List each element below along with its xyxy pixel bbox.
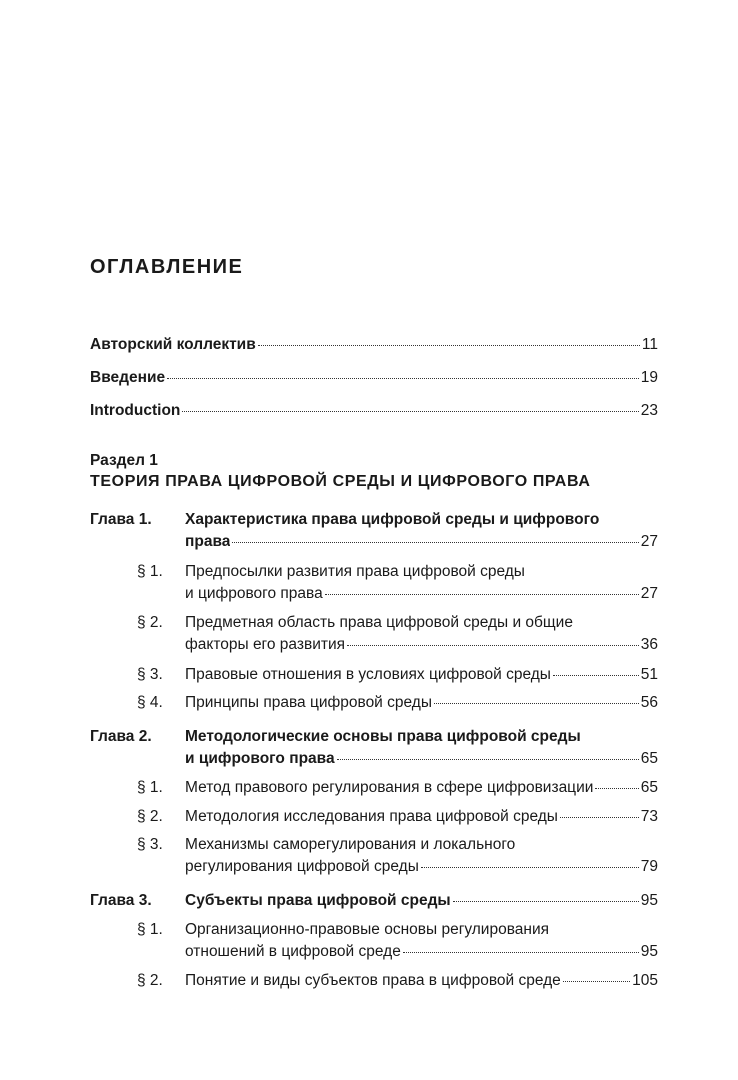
paragraph-title-line: Правовые отношения в условиях цифровой среды bbox=[185, 666, 551, 683]
paragraph-number: § 2. bbox=[137, 808, 163, 825]
leader-dots bbox=[421, 867, 639, 868]
leader-dots bbox=[337, 759, 639, 760]
leader-dots bbox=[560, 817, 639, 818]
paragraph-number: § 3. bbox=[137, 666, 163, 683]
toc-entry-intro-ru[interactable] bbox=[90, 367, 658, 388]
leader-dots bbox=[553, 675, 639, 676]
leader-dots bbox=[403, 952, 639, 953]
toc-page-number: 19 bbox=[640, 369, 658, 386]
paragraph-title-line[interactable]: Организационно-правовые основы регулирования bbox=[185, 921, 550, 938]
paragraph-title-line[interactable]: Механизмы саморегулирования и локального bbox=[185, 836, 516, 853]
toc-page-number: 27 bbox=[640, 585, 658, 602]
leader-dots bbox=[232, 542, 638, 543]
paragraph-title-line[interactable]: Предпосылки развития права цифровой среды bbox=[185, 563, 525, 580]
paragraph-number: § 2. bbox=[137, 972, 163, 989]
toc-page-number: 51 bbox=[640, 666, 658, 683]
paragraph-title-line: факторы его развития bbox=[185, 636, 346, 653]
paragraph-entry[interactable] bbox=[185, 583, 658, 604]
leader-dots bbox=[182, 411, 638, 412]
leader-dots bbox=[595, 788, 638, 789]
paragraph-number: § 1. bbox=[137, 563, 163, 580]
leader-dots bbox=[258, 345, 640, 346]
paragraph-title-line: регулирования цифровой среды bbox=[185, 858, 419, 875]
paragraph-number: § 2. bbox=[137, 614, 163, 631]
chapter-number: Глава 1. bbox=[90, 511, 152, 528]
leader-dots bbox=[347, 645, 639, 646]
paragraph-title-line: Понятие и виды субъектов права в цифровой среде bbox=[185, 972, 561, 989]
leader-dots bbox=[325, 594, 639, 595]
leader-dots bbox=[453, 901, 639, 902]
paragraph-entry[interactable] bbox=[185, 692, 658, 713]
chapter-title-line[interactable]: Методологические основы права цифровой среды bbox=[185, 728, 581, 745]
leader-dots bbox=[167, 378, 639, 379]
paragraph-number: § 3. bbox=[137, 836, 163, 853]
leader-dots bbox=[434, 703, 639, 704]
toc-entry-intro-en[interactable] bbox=[90, 400, 658, 421]
chapter-title-line: и цифрового права bbox=[185, 750, 335, 767]
leader-dots bbox=[563, 981, 630, 982]
paragraph-title-line: Метод правового регулирования в сфере цифровизации bbox=[185, 779, 594, 796]
chapter-number: Глава 2. bbox=[90, 728, 152, 745]
toc-page-number: 36 bbox=[640, 636, 658, 653]
paragraph-title-line: Методология исследования права цифровой среды bbox=[185, 808, 558, 825]
chapter-entry-2[interactable] bbox=[185, 748, 658, 769]
paragraph-entry[interactable] bbox=[185, 856, 658, 877]
toc-entry-title: Введение bbox=[90, 369, 166, 386]
toc-entry-title: Авторский коллектив bbox=[90, 336, 256, 353]
toc-page-number: 65 bbox=[640, 779, 658, 796]
section-label: Раздел 1 bbox=[90, 452, 158, 469]
paragraph-title-line: отношений в цифровой среде bbox=[185, 943, 401, 960]
paragraph-entry[interactable] bbox=[185, 634, 658, 655]
toc-page-number: 105 bbox=[632, 972, 658, 989]
paragraph-title-line: и цифрового права bbox=[185, 585, 323, 602]
toc-page-number: 65 bbox=[640, 750, 658, 767]
paragraph-title-line[interactable]: Предметная область права цифровой среды и общие bbox=[185, 614, 573, 631]
paragraph-entry[interactable] bbox=[185, 806, 658, 827]
toc-page-number: 95 bbox=[640, 892, 658, 909]
paragraph-entry[interactable] bbox=[185, 970, 658, 991]
toc-page-number: 95 bbox=[640, 943, 658, 960]
paragraph-entry[interactable] bbox=[185, 664, 658, 685]
toc-page-number: 27 bbox=[640, 533, 658, 550]
toc-page-number: 79 bbox=[640, 858, 658, 875]
chapter-number: Глава 3. bbox=[90, 892, 152, 909]
paragraph-number: § 1. bbox=[137, 779, 163, 796]
page-title: ОГЛАВЛЕНИЕ bbox=[90, 256, 244, 278]
toc-page-number: 23 bbox=[640, 402, 658, 419]
toc-page-number: 11 bbox=[641, 336, 658, 353]
chapter-title-line: Субъекты права цифровой среды bbox=[185, 892, 451, 909]
toc-page-number: 73 bbox=[640, 808, 658, 825]
chapter-entry-1[interactable] bbox=[185, 531, 658, 552]
paragraph-title-line: Принципы права цифровой среды bbox=[185, 694, 432, 711]
paragraph-entry[interactable] bbox=[185, 777, 658, 798]
toc-page-number: 56 bbox=[640, 694, 658, 711]
chapter-title-line: права bbox=[185, 533, 231, 550]
chapter-title-line[interactable]: Характеристика права цифровой среды и цифрового bbox=[185, 511, 600, 528]
toc-entry-authors[interactable] bbox=[90, 334, 658, 355]
paragraph-number: § 1. bbox=[137, 921, 163, 938]
toc-entry-title: Introduction bbox=[90, 402, 181, 419]
chapter-entry-3[interactable] bbox=[185, 890, 658, 911]
paragraph-entry[interactable] bbox=[185, 941, 658, 962]
section-title: ТЕОРИЯ ПРАВА ЦИФРОВОЙ СРЕДЫ И ЦИФРОВОГО ПРАВА bbox=[90, 473, 591, 490]
paragraph-number: § 4. bbox=[137, 694, 163, 711]
